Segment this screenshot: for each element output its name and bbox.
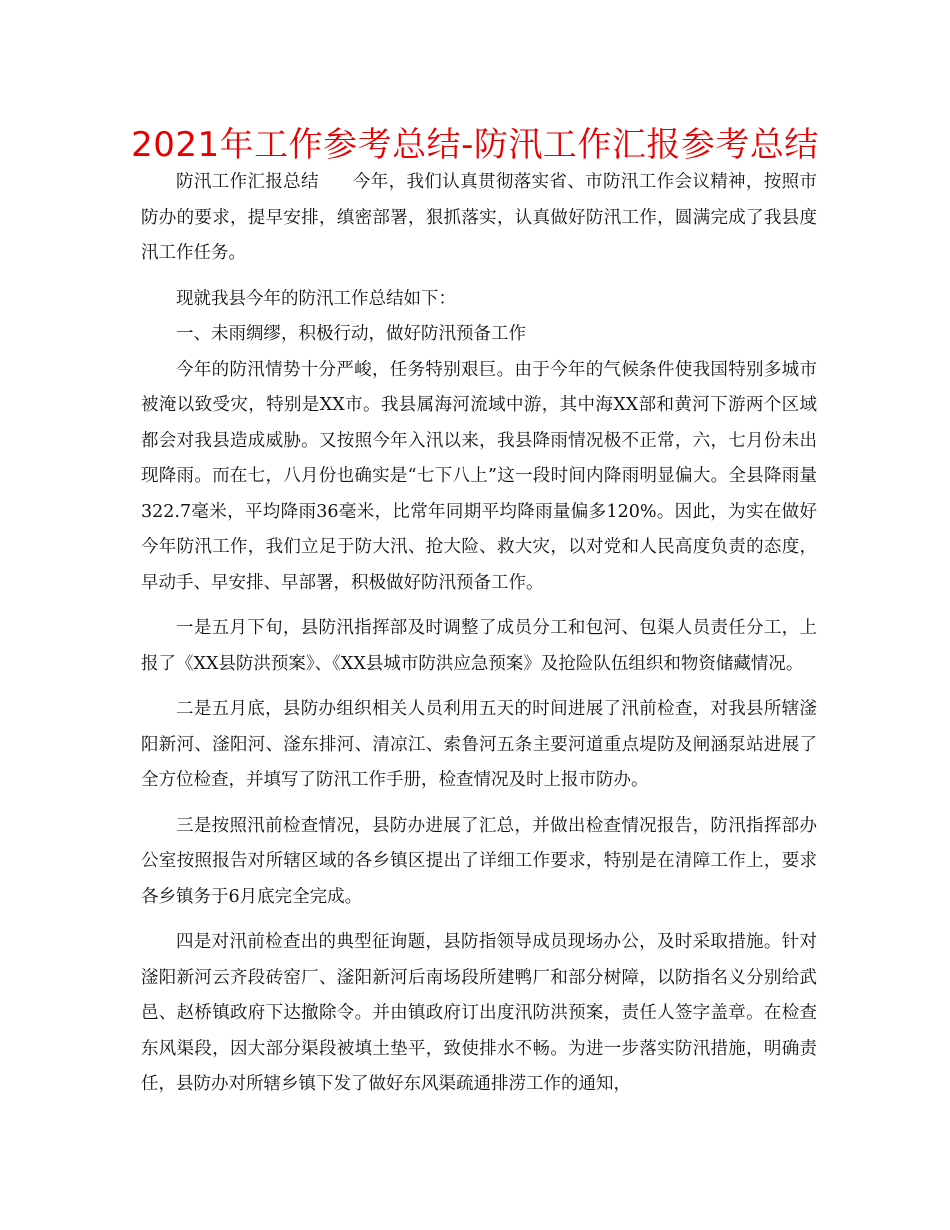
document-body: [141, 165, 817, 1103]
paragraph-item-4: 四是对汛前检查出的典型征询题，县防指领导成员现场办公，及时采取措施。针对滏阳新河云齐段砖窑厂、滏阳新河后南场段所建鸭厂和部分树障，以防指名义分别给武邑、赵桥镇政府下达撤除令。并由镇政府订出度汛防洪预案，责任人签字盖章。在检查东风渠段，因大部分渠段被填土垫平，致使排水不畅。为进一步落实防汛措施，明确责任，县防办对所辖乡镇下发了做好东风渠疏通排涝工作的通知，: [141, 932, 817, 1094]
paragraph-item-2: 二是五月底，县防办组织相关人员利用五天的时间进展了汛前检查，对我县所辖滏阳新河、滏阳河、滏东排河、清凉江、索鲁河五条主要河道重点堤防及闸涵泵站进展了全方位检查，并填写了防汛工作手册，检查情况及时上报市防办。: [141, 699, 817, 790]
paragraph-summary-lead: 现就我县今年的防汛工作总结如下：: [176, 288, 456, 309]
intro-text: 今年，我们认真贯彻落实省、市防汛工作会议精神，按照市防办的要求，提早安排，缜密部署，狠抓落实，认真做好防汛工作，圆满完成了我县度汛工作任务。: [141, 172, 818, 263]
intro-paragraph: [141, 165, 817, 272]
paragraph-item-1: 一是五月下旬，县防汛指挥部及时调整了成员分工和包河、包渠人员责任分工，上报了《XX县防洪预案》、《XX县城市防洪应急预案》及抢险队伍组织和物资储藏情况。: [141, 618, 817, 674]
document-title: 2021年工作参考总结-防汛工作汇报参考总结: [131, 125, 819, 165]
paragraph-situation: 今年的防汛情势十分严峻，任务特别艰巨。由于今年的气候条件使我国特别多城市被淹以致受灾，特别是XX市。我县属海河流域中游，其中海XX部和黄河下游两个区域都会对我县造成威胁。又按照今年入汛以来，我县降雨情况极不正常，六，七月份未出现降雨。而在七，八月份也确实是“七下八上”这一段时间内降雨明显偏大。全县降雨量322.7毫米，平均降雨36毫米，比常年同期平均降雨量偏多120%。因此，为实在做好今年防汛工作，我们立足于防大汛、抢大险、救大灾，以对党和人民高度负责的态度，早动手、早安排、早部署，积极做好防汛预备工作。: [141, 359, 817, 593]
paragraph-item-3: 三是按照汛前检查情况，县防办进展了汇总，并做出检查情况报告，防汛指挥部办公室按照报告对所辖区域的各乡镇区提出了详细工作要求，特别是在清障工作上，要求各乡镇务于6月底完全完成。: [141, 815, 817, 907]
intro-label: 防汛工作汇报总结: [176, 172, 319, 192]
section-heading-1: 一、未雨绸缪，积极行动，做好防汛预备工作: [176, 324, 526, 344]
